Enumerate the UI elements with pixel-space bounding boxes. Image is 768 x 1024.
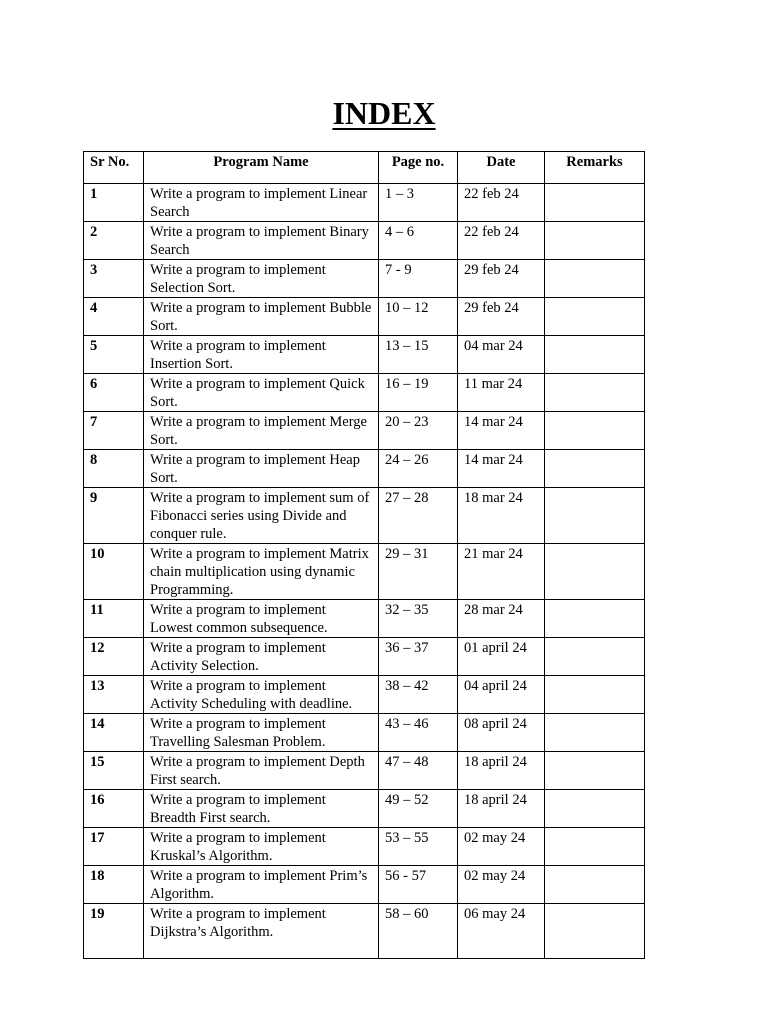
date-cell: 02 may 24 (458, 866, 545, 904)
program-name-cell: Write a program to implement Depth First search. (144, 752, 379, 790)
page-no-cell: 58 – 60 (379, 904, 458, 959)
page-no-cell: 7 - 9 (379, 260, 458, 298)
table-row (84, 298, 645, 336)
remarks-cell (545, 374, 645, 412)
date-cell: 29 feb 24 (458, 260, 545, 298)
header-sr-no: Sr No. (84, 152, 144, 184)
date-cell: 02 may 24 (458, 828, 545, 866)
remarks-cell (545, 450, 645, 488)
sr-no-cell: 9 (84, 488, 144, 544)
page-no-cell: 13 – 15 (379, 336, 458, 374)
program-name-cell: Write a program to implement Dijkstra’s Algorithm. (144, 904, 379, 959)
date-cell: 22 feb 24 (458, 222, 545, 260)
date-cell: 04 april 24 (458, 676, 545, 714)
table-row (84, 790, 645, 828)
table-row (84, 222, 645, 260)
date-cell: 11 mar 24 (458, 374, 545, 412)
table-row (84, 412, 645, 450)
table-row (84, 374, 645, 412)
sr-no-cell: 4 (84, 298, 144, 336)
page-no-cell: 27 – 28 (379, 488, 458, 544)
sr-no-cell: 7 (84, 412, 144, 450)
page-no-cell: 38 – 42 (379, 676, 458, 714)
remarks-cell (545, 904, 645, 959)
table-row (84, 450, 645, 488)
remarks-cell (545, 184, 645, 222)
date-cell: 14 mar 24 (458, 450, 545, 488)
program-name-cell: Write a program to implement Kruskal’s Algorithm. (144, 828, 379, 866)
date-cell: 08 april 24 (458, 714, 545, 752)
table-row (84, 904, 645, 959)
sr-no-cell: 3 (84, 260, 144, 298)
table-body (84, 184, 645, 959)
remarks-cell (545, 828, 645, 866)
program-name-cell: Write a program to implement Activity Selection. (144, 638, 379, 676)
remarks-cell (545, 544, 645, 600)
date-cell: 01 april 24 (458, 638, 545, 676)
program-name-cell: Write a program to implement Travelling Salesman Problem. (144, 714, 379, 752)
date-cell: 18 april 24 (458, 752, 545, 790)
page-no-cell: 24 – 26 (379, 450, 458, 488)
table-row (84, 752, 645, 790)
remarks-cell (545, 336, 645, 374)
program-name-cell: Write a program to implement Selection Sort. (144, 260, 379, 298)
remarks-cell (545, 638, 645, 676)
sr-no-cell: 17 (84, 828, 144, 866)
program-name-cell: Write a program to implement Quick Sort. (144, 374, 379, 412)
date-cell: 28 mar 24 (458, 600, 545, 638)
sr-no-cell: 16 (84, 790, 144, 828)
header-remarks: Remarks (545, 152, 645, 184)
program-name-cell: Write a program to implement Matrix chain multiplication using dynamic Programming. (144, 544, 379, 600)
sr-no-cell: 18 (84, 866, 144, 904)
table-row (84, 828, 645, 866)
table-row (84, 600, 645, 638)
program-name-cell: Write a program to implement Bubble Sort. (144, 298, 379, 336)
remarks-cell (545, 600, 645, 638)
date-cell: 06 may 24 (458, 904, 545, 959)
remarks-cell (545, 676, 645, 714)
sr-no-cell: 19 (84, 904, 144, 959)
remarks-cell (545, 260, 645, 298)
page-no-cell: 1 – 3 (379, 184, 458, 222)
table-row (84, 336, 645, 374)
page-no-cell: 49 – 52 (379, 790, 458, 828)
date-cell: 18 april 24 (458, 790, 545, 828)
table-row (84, 488, 645, 544)
table-row (84, 866, 645, 904)
sr-no-cell: 13 (84, 676, 144, 714)
sr-no-cell: 15 (84, 752, 144, 790)
table-row (84, 714, 645, 752)
sr-no-cell: 8 (84, 450, 144, 488)
sr-no-cell: 5 (84, 336, 144, 374)
page-no-cell: 53 – 55 (379, 828, 458, 866)
header-date: Date (458, 152, 545, 184)
table-row (84, 184, 645, 222)
header-program-name: Program Name (144, 152, 379, 184)
remarks-cell (545, 790, 645, 828)
program-name-cell: Write a program to implement Breadth First search. (144, 790, 379, 828)
sr-no-cell: 2 (84, 222, 144, 260)
remarks-cell (545, 752, 645, 790)
remarks-cell (545, 222, 645, 260)
page-no-cell: 10 – 12 (379, 298, 458, 336)
program-name-cell: Write a program to implement Lowest common subsequence. (144, 600, 379, 638)
page-no-cell: 47 – 48 (379, 752, 458, 790)
page-no-cell: 56 - 57 (379, 866, 458, 904)
sr-no-cell: 1 (84, 184, 144, 222)
remarks-cell (545, 866, 645, 904)
table-row (84, 638, 645, 676)
program-name-cell: Write a program to implement Merge Sort. (144, 412, 379, 450)
sr-no-cell: 12 (84, 638, 144, 676)
date-cell: 04 mar 24 (458, 336, 545, 374)
program-name-cell: Write a program to implement sum of Fibonacci series using Divide and conquer rule. (144, 488, 379, 544)
page-title: INDEX (332, 95, 436, 131)
remarks-cell (545, 714, 645, 752)
date-cell: 14 mar 24 (458, 412, 545, 450)
table-header-row (84, 152, 645, 184)
remarks-cell (545, 488, 645, 544)
date-cell: 18 mar 24 (458, 488, 545, 544)
page-no-cell: 32 – 35 (379, 600, 458, 638)
program-name-cell: Write a program to implement Activity Scheduling with deadline. (144, 676, 379, 714)
date-cell: 22 feb 24 (458, 184, 545, 222)
table-row (84, 260, 645, 298)
remarks-cell (545, 412, 645, 450)
page-no-cell: 20 – 23 (379, 412, 458, 450)
page-no-cell: 4 – 6 (379, 222, 458, 260)
date-cell: 29 feb 24 (458, 298, 545, 336)
table-row (84, 544, 645, 600)
program-name-cell: Write a program to implement Insertion Sort. (144, 336, 379, 374)
program-name-cell: Write a program to implement Binary Search (144, 222, 379, 260)
sr-no-cell: 10 (84, 544, 144, 600)
sr-no-cell: 6 (84, 374, 144, 412)
remarks-cell (545, 298, 645, 336)
page-no-cell: 43 – 46 (379, 714, 458, 752)
sr-no-cell: 14 (84, 714, 144, 752)
index-table (83, 151, 645, 959)
page-no-cell: 16 – 19 (379, 374, 458, 412)
date-cell: 21 mar 24 (458, 544, 545, 600)
page-no-cell: 36 – 37 (379, 638, 458, 676)
program-name-cell: Write a program to implement Linear Search (144, 184, 379, 222)
page-no-cell: 29 – 31 (379, 544, 458, 600)
program-name-cell: Write a program to implement Heap Sort. (144, 450, 379, 488)
sr-no-cell: 11 (84, 600, 144, 638)
header-page-no: Page no. (379, 152, 458, 184)
program-name-cell: Write a program to implement Prim’s Algorithm. (144, 866, 379, 904)
table-row (84, 676, 645, 714)
